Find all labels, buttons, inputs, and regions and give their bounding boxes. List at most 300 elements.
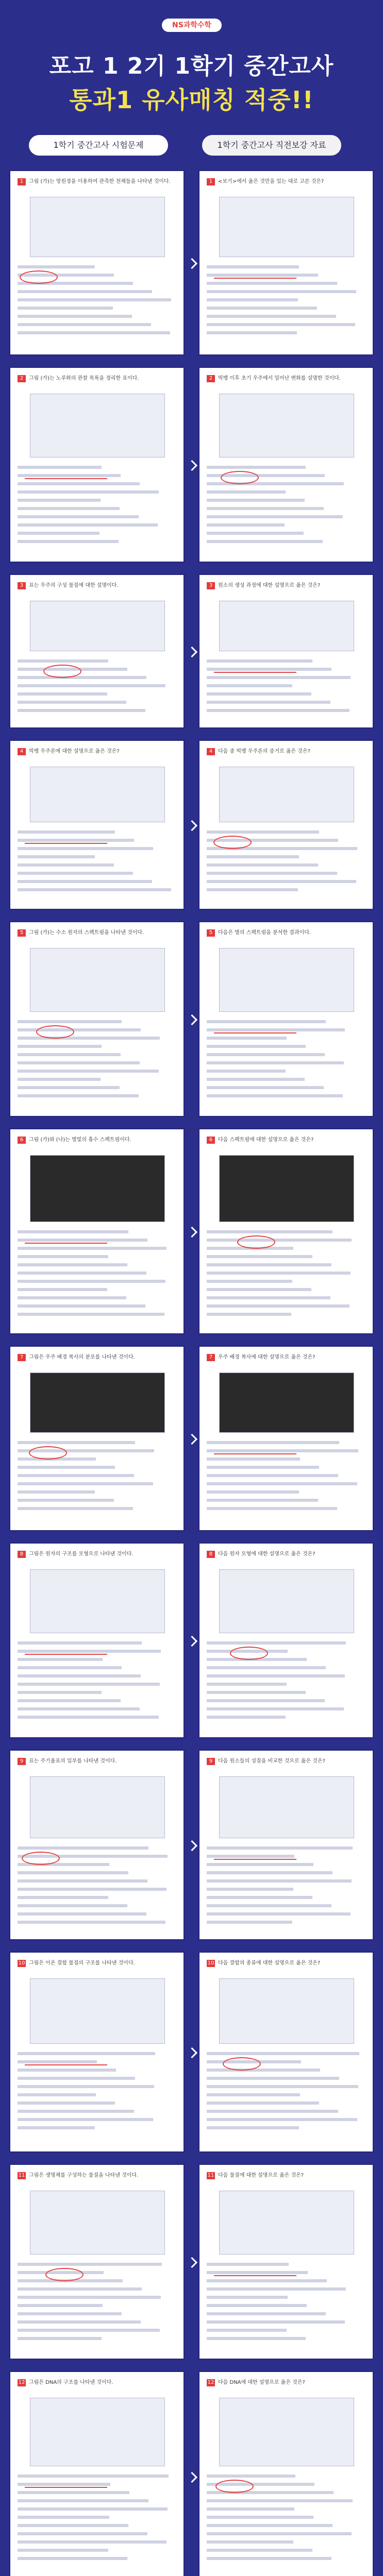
handwritten-circle <box>221 471 259 484</box>
prep-material-card <box>198 574 374 728</box>
question-figure <box>219 2191 354 2255</box>
text-line <box>207 2532 352 2535</box>
text-line <box>207 523 285 527</box>
prep-material-card <box>198 1952 374 2153</box>
handwritten-circle <box>237 1235 275 1249</box>
text-line <box>18 1699 121 1702</box>
text-line <box>18 265 95 268</box>
question-figure <box>30 601 165 651</box>
text-line <box>18 1658 103 1661</box>
text-line <box>207 1255 312 1258</box>
text-line <box>18 855 95 858</box>
text-line <box>207 274 318 277</box>
text-line <box>207 323 355 326</box>
exam-question-card <box>9 574 185 728</box>
text-line <box>18 684 165 687</box>
text-line <box>18 1879 147 1883</box>
question-figure <box>30 1776 165 1838</box>
text-line <box>18 2102 115 2105</box>
text-line <box>207 659 312 663</box>
text-line <box>207 2337 306 2340</box>
text-line <box>207 1699 325 1702</box>
text-line <box>207 1846 353 1850</box>
question-figure <box>219 1776 354 1838</box>
text-line <box>207 2069 320 2072</box>
prep-material-card <box>198 740 374 910</box>
question-figure <box>30 1978 165 2044</box>
question-number: 3 <box>18 582 26 589</box>
prep-material-card <box>198 1750 374 1940</box>
text-line <box>18 323 151 326</box>
handwritten-underline <box>25 1243 107 1244</box>
handwritten-underline <box>214 672 296 673</box>
text-line <box>18 2263 162 2266</box>
match-arrow-icon <box>187 1636 197 1647</box>
text-line <box>18 2329 160 2332</box>
question-pair <box>9 170 374 355</box>
text-line <box>207 2524 332 2527</box>
text-line <box>18 1716 159 1719</box>
text-line <box>207 2126 299 2129</box>
text-line <box>207 1641 346 1645</box>
text-line <box>18 2483 110 2486</box>
text-line <box>207 2052 359 2055</box>
question-number: 1 <box>18 178 26 185</box>
question-text: 다음 중 빅뱅 우주론의 증거로 옳은 것은? <box>218 749 310 754</box>
handwritten-circle <box>36 1025 74 1039</box>
question-figure <box>30 2398 165 2466</box>
question-pair <box>9 1952 374 2153</box>
text-line <box>207 2516 313 2519</box>
text-line <box>207 2085 358 2088</box>
text-line <box>18 2524 128 2527</box>
handwritten-circle <box>22 1852 60 1865</box>
handwritten-underline <box>25 1654 107 1655</box>
text-line <box>18 1896 108 1899</box>
text-line <box>18 1230 128 1233</box>
match-arrow-icon <box>187 1014 197 1025</box>
text-line <box>18 307 113 310</box>
text-line <box>18 515 139 518</box>
question-text: 다음은 별의 스펙트럼을 분석한 결과이다. <box>218 930 311 936</box>
text-line <box>18 490 159 494</box>
text-line <box>207 1280 292 1283</box>
text-line <box>18 2532 147 2535</box>
text-line <box>18 482 140 485</box>
question-pair <box>9 1543 374 1738</box>
text-line <box>18 1288 107 1291</box>
question-pair <box>9 574 374 728</box>
question-text: 빅뱅 이후 초기 우주에서 일어난 변화를 설명한 것이다. <box>218 376 341 381</box>
question-pair <box>9 367 374 563</box>
text-line <box>18 1912 146 1916</box>
handwritten-underline <box>214 2275 296 2276</box>
text-line <box>207 1716 286 1719</box>
question-number: 4 <box>18 748 26 755</box>
prep-material-card <box>198 170 374 355</box>
text-line <box>207 1304 349 1308</box>
question-number: 8 <box>18 1551 26 1558</box>
text-line <box>18 1904 127 1907</box>
question-pair <box>9 740 374 910</box>
text-line <box>207 1466 319 1469</box>
text-line <box>207 1020 326 1023</box>
question-text: 그림은 생명체를 구성하는 물질을 나타낸 것이다. <box>29 2173 139 2178</box>
text-line <box>207 540 323 543</box>
text-line <box>18 2491 129 2494</box>
question-number: 1 <box>207 178 215 185</box>
text-line <box>18 315 132 318</box>
question-number: 6 <box>18 1137 26 1144</box>
question-figure <box>30 394 165 457</box>
text-line <box>18 1037 160 1040</box>
text-line <box>18 540 119 543</box>
question-number: 12 <box>18 2380 25 2385</box>
text-line <box>207 1441 339 1444</box>
question-text: 우주 배경 복사에 대한 설명으로 옳은 것은? <box>218 1354 315 1360</box>
question-text: 그림은 우주 배경 복사의 분포를 나타낸 것이다. <box>29 1354 135 1360</box>
text-line <box>207 1863 313 1866</box>
text-line <box>18 1296 126 1299</box>
text-line <box>18 2337 102 2340</box>
text-line <box>18 701 126 704</box>
question-figure <box>219 1978 354 2044</box>
right-column-label: 1학기 중간고사 직전보강 자료 <box>202 135 341 156</box>
text-line <box>18 2557 127 2560</box>
text-line <box>207 709 349 712</box>
text-line <box>207 2263 289 2266</box>
text-line <box>207 1904 331 1907</box>
text-line <box>207 1896 312 1899</box>
text-line <box>18 2507 168 2511</box>
question-text: 그림은 원자의 구조를 모형으로 나타낸 것이다. <box>29 1551 134 1557</box>
exam-question-card <box>9 1346 185 1531</box>
text-line <box>207 331 297 334</box>
text-line <box>207 888 298 891</box>
text-line <box>18 2052 155 2055</box>
text-line <box>18 2549 108 2552</box>
question-number: 10 <box>18 1960 25 1966</box>
page-header <box>0 0 383 155</box>
text-line <box>207 2304 307 2307</box>
text-line <box>18 1474 134 1477</box>
question-text: 다음 물질에 대한 설명으로 옳은 것은? <box>218 2173 304 2178</box>
question-figure <box>219 601 354 651</box>
question-text: 그림 (가)는 수소 원자의 스펙트럼을 나타낸 것이다. <box>29 930 144 936</box>
text-line <box>18 1272 146 1275</box>
text-line <box>18 298 171 301</box>
match-arrow-icon <box>187 1227 197 1238</box>
text-line <box>207 1070 286 1073</box>
text-line <box>18 676 146 679</box>
text-line <box>18 1499 114 1502</box>
question-number: 2 <box>18 375 26 382</box>
text-line <box>18 709 145 712</box>
question-number: 12 <box>207 2380 214 2385</box>
text-line <box>18 1078 101 1081</box>
text-line <box>18 1263 127 1266</box>
prep-material-card <box>198 1543 374 1738</box>
question-number: 6 <box>207 1137 215 1144</box>
text-line <box>18 1441 135 1444</box>
question-number: 11 <box>207 2173 214 2178</box>
text-line <box>207 1871 332 1874</box>
text-line <box>18 290 152 293</box>
text-line <box>207 507 324 510</box>
text-line <box>18 1070 159 1073</box>
text-line <box>207 1037 287 1040</box>
handwritten-circle <box>43 665 81 678</box>
question-text: 표는 주기율표의 일부를 나타낸 것이다. <box>29 1758 117 1764</box>
text-line <box>207 2557 331 2560</box>
text-line <box>18 523 158 527</box>
text-line <box>18 499 101 502</box>
text-line <box>207 2287 346 2291</box>
question-number: 7 <box>18 1354 26 1361</box>
match-arrow-icon <box>187 258 197 269</box>
prep-material-card <box>198 367 374 563</box>
text-line <box>18 1666 122 1669</box>
text-line <box>207 1507 337 1510</box>
text-line <box>207 1921 292 1924</box>
question-number: 5 <box>207 929 215 937</box>
match-arrow-icon <box>187 647 197 657</box>
text-line <box>18 2118 153 2121</box>
text-line <box>18 1707 140 1710</box>
text-line <box>207 298 298 301</box>
question-figure <box>219 394 354 457</box>
handwritten-underline <box>214 1032 296 1033</box>
text-line <box>18 1482 153 1485</box>
text-line <box>18 1650 161 1653</box>
handwritten-underline <box>25 2487 107 2488</box>
question-text: 표는 우주의 구성 물질에 대한 설명이다. <box>29 583 119 588</box>
text-line <box>207 307 317 310</box>
text-line <box>18 880 152 883</box>
text-line <box>207 2118 357 2121</box>
handwritten-circle <box>29 1446 67 1460</box>
text-line <box>207 282 337 285</box>
question-figure <box>30 2191 165 2255</box>
question-text: 그림 (가)와 (나)는 별빛의 흡수 스펙트럼이다. <box>29 1137 131 1143</box>
text-line <box>207 1078 305 1081</box>
text-line <box>18 507 120 510</box>
text-line <box>18 1888 166 1891</box>
text-line <box>207 1239 352 1242</box>
text-line <box>18 659 108 663</box>
match-arrow-icon <box>187 820 197 831</box>
question-text: 그림은 DNA의 구조를 나타낸 것이다. <box>29 2380 113 2385</box>
handwritten-circle <box>213 836 252 849</box>
question-text: 빅뱅 우주론에 대한 설명으로 옳은 것은? <box>29 749 120 754</box>
page-subtitle: 통과1 유사매칭 적중!! <box>69 86 314 114</box>
text-line <box>207 668 331 671</box>
question-text: 다음 원소들의 성질을 비교한 것으로 옳은 것은? <box>218 1758 325 1764</box>
text-line <box>207 872 337 875</box>
text-line <box>207 684 292 687</box>
text-line <box>18 532 99 535</box>
text-line <box>207 1296 330 1299</box>
text-line <box>207 1912 351 1916</box>
text-line <box>207 2279 327 2282</box>
question-number: 10 <box>207 1960 214 1966</box>
text-line <box>18 1239 147 1242</box>
question-text: 다음 DNA에 대한 설명으로 옳은 것은? <box>218 2380 305 2385</box>
text-line <box>18 2296 161 2299</box>
text-line <box>18 831 115 834</box>
text-line <box>207 676 351 679</box>
question-figure <box>30 197 165 257</box>
question-pair <box>9 1750 374 1940</box>
text-line <box>207 1474 338 1477</box>
text-line <box>207 1691 306 1694</box>
question-figure <box>219 767 354 822</box>
text-line <box>207 490 286 494</box>
question-pair <box>9 921 374 1117</box>
question-text: 다음 원자 모형에 대한 설명으로 옳은 것은? <box>218 1551 315 1557</box>
handwritten-circle <box>223 2057 261 2071</box>
exam-question-card <box>9 367 185 563</box>
question-figure <box>30 1155 165 1222</box>
question-number: 8 <box>207 1551 215 1558</box>
question-pair <box>9 2164 374 2360</box>
prep-material-card <box>198 921 374 1117</box>
match-arrow-icon <box>187 2047 197 2058</box>
handwritten-underline <box>214 1859 296 1860</box>
text-line <box>207 1230 332 1233</box>
text-line <box>18 1846 148 1850</box>
text-line <box>18 2060 97 2063</box>
exam-question-card <box>9 1128 185 1334</box>
text-line <box>207 1879 352 1883</box>
text-line <box>18 1247 166 1250</box>
question-number: 4 <box>207 748 215 755</box>
question-figure <box>219 1372 354 1433</box>
exam-question-card <box>9 170 185 355</box>
text-line <box>207 2296 288 2299</box>
text-line <box>207 1683 287 1686</box>
exam-question-card <box>9 2164 185 2360</box>
text-line <box>207 2102 319 2105</box>
question-text: 다음 스펙트럼에 대한 설명으로 옳은 것은? <box>218 1137 314 1143</box>
text-line <box>207 2329 287 2332</box>
text-line <box>18 2126 95 2129</box>
text-line <box>207 2320 345 2324</box>
match-arrow-icon <box>187 2472 197 2483</box>
text-line <box>207 315 336 318</box>
text-line <box>18 863 114 867</box>
text-line <box>18 2110 134 2113</box>
text-line <box>18 1490 95 1494</box>
question-figure <box>219 197 354 257</box>
text-line <box>207 863 318 867</box>
question-number: 5 <box>18 929 26 937</box>
text-line <box>207 1499 318 1502</box>
text-line <box>18 2093 96 2096</box>
text-line <box>207 1490 299 1494</box>
prep-material-card <box>198 1128 374 1334</box>
text-line <box>207 2507 294 2511</box>
text-line <box>207 1263 331 1266</box>
text-line <box>207 1094 343 1097</box>
text-line <box>207 1674 345 1677</box>
text-line <box>207 701 330 704</box>
question-pair <box>9 1128 374 1334</box>
handwritten-underline <box>214 1453 296 1454</box>
text-line <box>207 2499 353 2502</box>
text-line <box>18 2499 148 2502</box>
question-figure <box>30 948 165 1012</box>
exam-question-card <box>9 740 185 910</box>
text-line <box>18 2085 154 2088</box>
text-line <box>18 1045 102 1048</box>
question-number: 7 <box>207 1354 215 1361</box>
text-line <box>18 692 107 696</box>
text-line <box>207 2271 308 2274</box>
text-line <box>207 515 343 518</box>
prep-material-card <box>198 1346 374 1531</box>
text-line <box>18 2540 166 2544</box>
text-line <box>18 1053 121 1056</box>
question-number: 2 <box>207 375 215 382</box>
question-text: 그림은 이온 결합 물질의 구조를 나타낸 것이다. <box>29 1960 135 1966</box>
text-line <box>207 2312 326 2315</box>
text-line <box>207 290 356 293</box>
text-line <box>18 1313 164 1316</box>
text-line <box>207 831 319 834</box>
text-line <box>207 265 299 268</box>
text-line <box>18 466 102 469</box>
text-line <box>18 1280 165 1283</box>
text-line <box>18 847 153 850</box>
match-arrow-icon <box>187 2257 197 2268</box>
text-line <box>207 855 299 858</box>
text-line <box>18 2516 109 2519</box>
text-line <box>18 1871 128 1874</box>
text-line <box>207 1288 311 1291</box>
text-line <box>18 1466 115 1469</box>
question-figure <box>219 1155 354 1222</box>
question-number: 9 <box>18 1758 26 1765</box>
exam-question-card <box>9 1952 185 2153</box>
text-line <box>18 1921 165 1924</box>
question-text: 그림 (가)는 망원경을 이용하여 관측한 천체들을 나타낸 것이다. <box>29 179 171 184</box>
text-line <box>18 1674 141 1677</box>
text-line <box>207 1855 294 1858</box>
text-line <box>18 2312 122 2315</box>
text-line <box>18 1691 102 1694</box>
text-line <box>18 1061 140 1064</box>
question-text: 다음 결합의 종류에 대한 설명으로 옳은 것은? <box>218 1960 321 1966</box>
handwritten-circle <box>215 2480 254 2493</box>
text-line <box>18 1683 160 1686</box>
text-line <box>207 1313 291 1316</box>
question-figure <box>219 948 354 1012</box>
text-line <box>18 1094 139 1097</box>
text-line <box>18 1304 145 1308</box>
text-line <box>18 1641 142 1645</box>
question-pair <box>9 2371 374 2576</box>
text-line <box>207 1028 345 1031</box>
text-line <box>18 331 170 334</box>
handwritten-circle <box>45 2268 84 2281</box>
text-line <box>18 2077 135 2080</box>
prep-material-card <box>198 2164 374 2360</box>
text-line <box>207 692 311 696</box>
text-line <box>207 1482 357 1485</box>
question-figure <box>219 1569 354 1633</box>
text-line <box>207 1053 325 1056</box>
